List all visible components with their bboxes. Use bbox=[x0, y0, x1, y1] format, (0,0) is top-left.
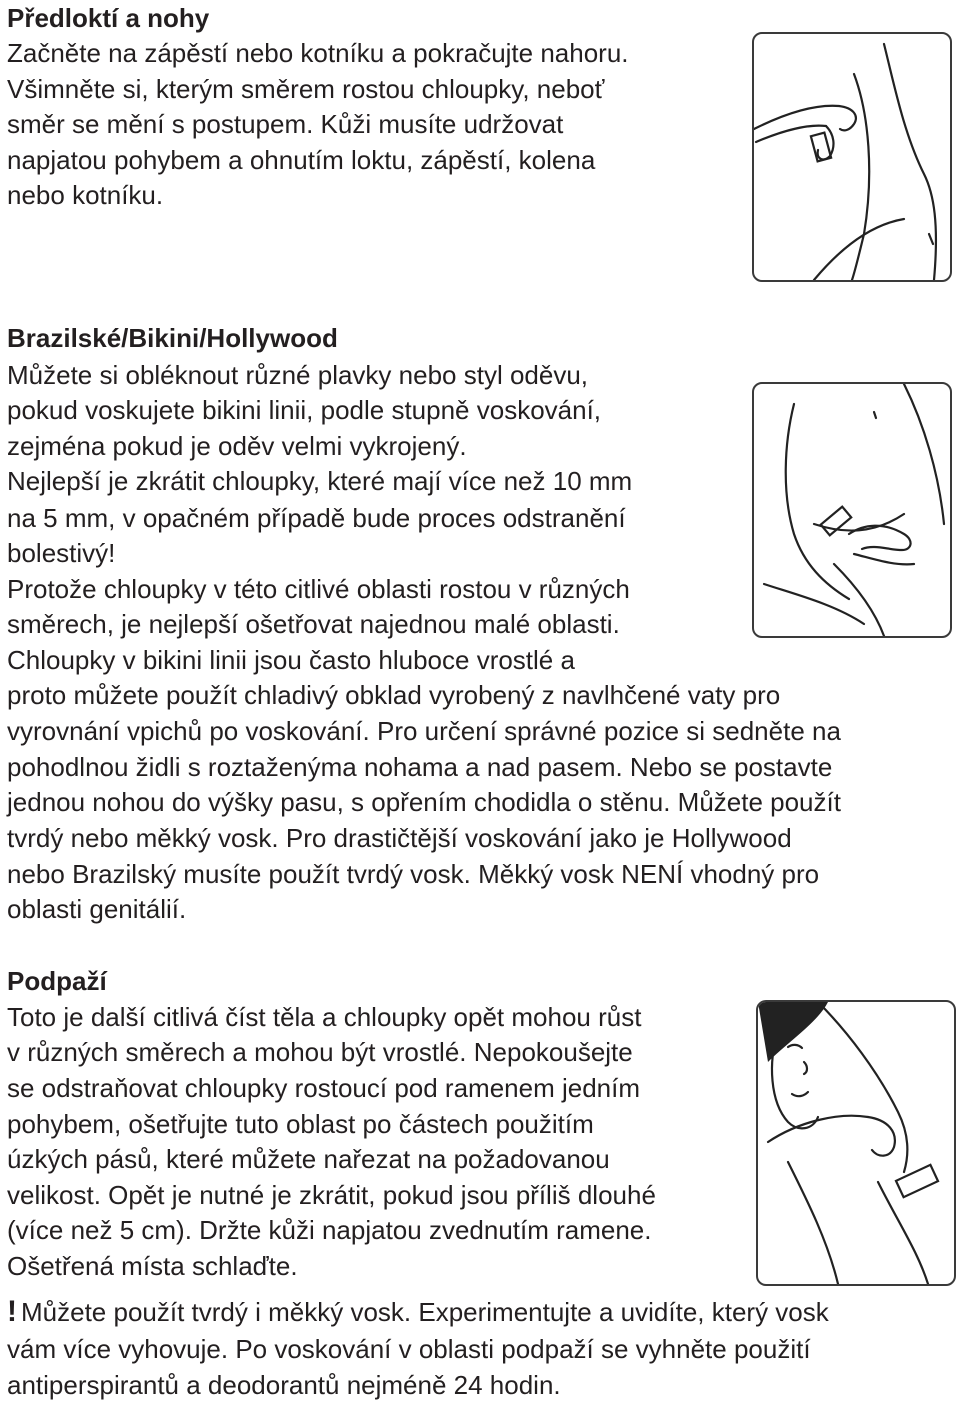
heading-bikini: Brazilské/Bikini/Hollywood bbox=[7, 323, 338, 353]
text-line: pokud voskujete bikini linii, podle stupně voskování, bbox=[7, 395, 602, 425]
text-line: jednou nohou do výšky pasu, s opřením chodidla o stěnu. Můžete použít bbox=[7, 787, 841, 817]
text-line: směrech, je nejlepší ošetřovat najednou malé oblasti. bbox=[7, 609, 620, 639]
text-line: nebo kotníku. bbox=[7, 180, 164, 210]
text-line: tvrdý nebo měkký vosk. Pro drastičtější voskování jako je Hollywood bbox=[7, 823, 792, 853]
text-line: pohybem, ošetřujte tuto oblast po částech použitím bbox=[7, 1109, 594, 1139]
heading-forearms-legs: Předloktí a nohy bbox=[7, 3, 210, 33]
text-line: pohodlnou židli s roztaženýma nohama a nad pasem. Nebo se postavte bbox=[7, 752, 833, 782]
text-line: Ošetřená místa schlaďte. bbox=[7, 1251, 298, 1281]
text-line: velikost. Opět je nutné je zkrátit, pokud jsou příliš dlouhé bbox=[7, 1180, 656, 1210]
text-line: Všimněte si, kterým směrem rostou chloupky, neboť bbox=[7, 74, 605, 104]
note-line: vám více vyhovuje. Po voskování v oblasti podpaží se vyhněte použití bbox=[7, 1334, 811, 1364]
text-line: proto můžete použít chladivý obklad vyrobený z navlhčené vaty pro bbox=[7, 680, 781, 710]
illustration-bikini-waxing bbox=[752, 382, 952, 638]
text-line: Můžete si obléknout různé plavky nebo styl oděvu, bbox=[7, 360, 589, 390]
text-line: nebo Brazilský musíte použít tvrdý vosk. Měkký vosk NENÍ vhodný pro bbox=[7, 859, 820, 889]
note-line: antiperspirantů a deodorantů nejméně 24 hodin. bbox=[7, 1370, 561, 1400]
text-line: úzkých pásů, které můžete nařezat na požadovanou bbox=[7, 1144, 610, 1174]
text-line: oblasti genitálií. bbox=[7, 894, 187, 924]
exclamation-mark: ! bbox=[7, 1295, 17, 1328]
text-line: v různých směrech a mohou být vrostlé. Nepokoušejte bbox=[7, 1037, 633, 1067]
text-line: na 5 mm, v opačném případě bude proces odstranění bbox=[7, 503, 626, 533]
note-line bbox=[7, 1294, 829, 1330]
text-line: (více než 5 cm). Držte kůži napjatou zvednutím ramene. bbox=[7, 1215, 652, 1245]
note-text: Můžete použít tvrdý i měkký vosk. Experimentujte a uvidíte, který vosk bbox=[21, 1297, 829, 1327]
text-line: zejména pokud je oděv velmi vykrojený. bbox=[7, 431, 467, 461]
heading-armpit: Podpaží bbox=[7, 966, 107, 996]
text-line: vyrovnání vpichů po voskování. Pro určení správné pozice si sedněte na bbox=[7, 716, 841, 746]
text-line: se odstraňovat chloupky rostoucí pod ramenem jedním bbox=[7, 1073, 641, 1103]
text-line: Toto je další citlivá číst těla a chloupky opět mohou růst bbox=[7, 1002, 642, 1032]
text-line: Chloupky v bikini linii jsou často hluboce vrostlé a bbox=[7, 645, 575, 675]
illustration-leg-waxing bbox=[752, 32, 952, 282]
illustration-armpit-waxing bbox=[756, 1000, 956, 1286]
text-line: Začněte na zápěstí nebo kotníku a pokračujte nahoru. bbox=[7, 38, 629, 68]
text-line: Nejlepší je zkrátit chloupky, které mají více než 10 mm bbox=[7, 466, 633, 496]
text-line: bolestivý! bbox=[7, 538, 116, 568]
text-line: napjatou pohybem a ohnutím loktu, zápěstí, kolena bbox=[7, 145, 596, 175]
text-line: Protože chloupky v této citlivé oblasti rostou v různých bbox=[7, 574, 630, 604]
text-line: směr se mění s postupem. Kůži musíte udržovat bbox=[7, 109, 564, 139]
